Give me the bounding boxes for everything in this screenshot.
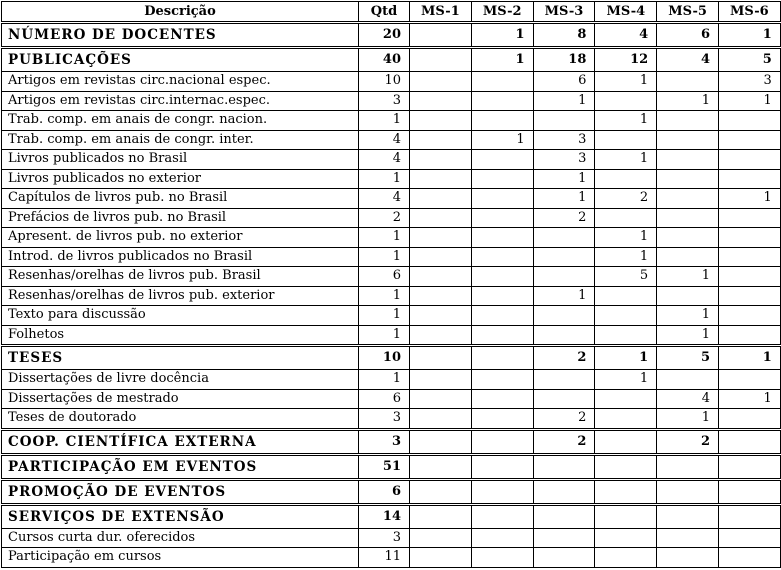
ms-3-cell: 1 xyxy=(533,169,595,189)
ms-2-cell xyxy=(471,325,533,346)
ms-5-cell: 6 xyxy=(657,23,719,48)
ms-5-cell xyxy=(657,286,719,306)
ms-1-cell xyxy=(410,479,472,504)
qtd-cell: 1 xyxy=(359,286,410,306)
ms-2-cell xyxy=(471,370,533,390)
ms-2-cell: 1 xyxy=(471,48,533,72)
ms-6-cell: 3 xyxy=(718,72,780,92)
ms-4-cell xyxy=(595,504,657,528)
ms-6-cell xyxy=(718,111,780,131)
ms-4-cell xyxy=(595,528,657,548)
qtd-cell: 6 xyxy=(359,267,410,287)
table-row xyxy=(2,267,781,287)
table-row xyxy=(2,189,781,209)
ms-6-cell xyxy=(718,169,780,189)
row-description: Teses de doutorado xyxy=(2,409,359,430)
ms-2-cell xyxy=(471,479,533,504)
ms-4-cell xyxy=(595,454,657,479)
qtd-cell: 40 xyxy=(359,48,410,72)
section-title: PUBLICAÇÕES xyxy=(2,48,359,72)
ms-5-cell: 1 xyxy=(657,91,719,111)
ms-2-cell xyxy=(471,429,533,454)
ms-6-cell: 1 xyxy=(718,389,780,409)
ms-5-cell xyxy=(657,548,719,568)
ms-2-cell xyxy=(471,504,533,528)
row-description: Dissertações de mestrado xyxy=(2,389,359,409)
qtd-cell: 4 xyxy=(359,150,410,170)
table-row xyxy=(2,370,781,390)
ms-3-cell: 1 xyxy=(533,286,595,306)
ms-2-cell xyxy=(471,169,533,189)
ms-1-cell xyxy=(410,267,472,287)
ms-4-cell xyxy=(595,479,657,504)
qtd-cell: 14 xyxy=(359,504,410,528)
ms-5-cell: 1 xyxy=(657,306,719,326)
qtd-cell: 1 xyxy=(359,247,410,267)
ms-3-cell xyxy=(533,454,595,479)
ms-6-cell xyxy=(718,306,780,326)
qtd-cell: 11 xyxy=(359,548,410,568)
header-ms-4: MS-4 xyxy=(595,2,657,23)
qtd-cell: 10 xyxy=(359,346,410,370)
row-description: Trab. comp. em anais de congr. nacion. xyxy=(2,111,359,131)
row-description: Texto para discussão xyxy=(2,306,359,326)
table-row xyxy=(2,208,781,228)
row-description: Trab. comp. em anais de congr. inter. xyxy=(2,130,359,150)
ms-5-cell: 1 xyxy=(657,409,719,430)
ms-2-cell: 1 xyxy=(471,23,533,48)
row-description: Livros publicados no exterior xyxy=(2,169,359,189)
header-ms-5: MS-5 xyxy=(657,2,719,23)
ms-1-cell xyxy=(410,409,472,430)
table-row xyxy=(2,247,781,267)
section-title: PROMOÇÃO DE EVENTOS xyxy=(2,479,359,504)
table-row xyxy=(2,548,781,568)
ms-5-cell xyxy=(657,208,719,228)
ms-1-cell xyxy=(410,286,472,306)
table-row xyxy=(2,150,781,170)
ms-3-cell: 3 xyxy=(533,130,595,150)
ms-2-cell: 1 xyxy=(471,130,533,150)
ms-5-cell xyxy=(657,72,719,92)
ms-4-cell: 4 xyxy=(595,23,657,48)
header-ms-3: MS-3 xyxy=(533,2,595,23)
section-title: COOP. CIENTÍFICA EXTERNA xyxy=(2,429,359,454)
ms-5-cell xyxy=(657,228,719,248)
header-descricao: Descrição xyxy=(2,2,359,23)
ms-2-cell xyxy=(471,72,533,92)
row-description: Introd. de livros publicados no Brasil xyxy=(2,247,359,267)
ms-3-cell: 8 xyxy=(533,23,595,48)
ms-5-cell xyxy=(657,479,719,504)
row-description: Artigos em revistas circ.internac.espec. xyxy=(2,91,359,111)
ms-4-cell xyxy=(595,169,657,189)
ms-5-cell: 4 xyxy=(657,48,719,72)
ms-2-cell xyxy=(471,409,533,430)
ms-5-cell xyxy=(657,150,719,170)
qtd-cell: 1 xyxy=(359,325,410,346)
ms-1-cell xyxy=(410,370,472,390)
ms-3-cell: 18 xyxy=(533,48,595,72)
row-description: Participação em cursos xyxy=(2,548,359,568)
section-row xyxy=(2,454,781,479)
ms-1-cell xyxy=(410,150,472,170)
ms-6-cell xyxy=(718,370,780,390)
ms-6-cell xyxy=(718,228,780,248)
row-description: Prefácios de livros pub. no Brasil xyxy=(2,208,359,228)
ms-6-cell xyxy=(718,267,780,287)
ms-4-cell xyxy=(595,286,657,306)
header-qtd: Qtd xyxy=(359,2,410,23)
ms-3-cell xyxy=(533,389,595,409)
ms-5-cell xyxy=(657,247,719,267)
ms-5-cell xyxy=(657,189,719,209)
ms-1-cell xyxy=(410,72,472,92)
ms-5-cell xyxy=(657,504,719,528)
qtd-cell: 4 xyxy=(359,130,410,150)
ms-1-cell xyxy=(410,325,472,346)
section-row xyxy=(2,479,781,504)
qtd-cell: 3 xyxy=(359,528,410,548)
ms-5-cell: 2 xyxy=(657,429,719,454)
ms-4-cell xyxy=(595,306,657,326)
ms-5-cell xyxy=(657,454,719,479)
row-description: Apresent. de livros pub. no exterior xyxy=(2,228,359,248)
ms-4-cell: 1 xyxy=(595,150,657,170)
ms-4-cell xyxy=(595,429,657,454)
header-row xyxy=(2,2,781,23)
ms-6-cell xyxy=(718,454,780,479)
ms-3-cell: 2 xyxy=(533,409,595,430)
qtd-cell: 6 xyxy=(359,389,410,409)
ms-5-cell xyxy=(657,111,719,131)
ms-2-cell xyxy=(471,286,533,306)
ms-2-cell xyxy=(471,528,533,548)
ms-6-cell xyxy=(718,409,780,430)
section-title: SERVIÇOS DE EXTENSÃO xyxy=(2,504,359,528)
table-row xyxy=(2,286,781,306)
ms-4-cell: 1 xyxy=(595,370,657,390)
qtd-cell: 1 xyxy=(359,169,410,189)
ms-2-cell xyxy=(471,454,533,479)
ms-2-cell xyxy=(471,111,533,131)
table-row xyxy=(2,130,781,150)
qtd-cell: 1 xyxy=(359,306,410,326)
ms-6-cell xyxy=(718,247,780,267)
ms-4-cell: 1 xyxy=(595,346,657,370)
table-row xyxy=(2,325,781,346)
table-row xyxy=(2,91,781,111)
ms-2-cell xyxy=(471,150,533,170)
ms-1-cell xyxy=(410,429,472,454)
ms-1-cell xyxy=(410,548,472,568)
qtd-cell: 1 xyxy=(359,370,410,390)
ms-6-cell: 1 xyxy=(718,346,780,370)
row-description: Artigos em revistas circ.nacional espec. xyxy=(2,72,359,92)
ms-1-cell xyxy=(410,346,472,370)
ms-2-cell xyxy=(471,548,533,568)
ms-6-cell xyxy=(718,325,780,346)
ms-4-cell: 5 xyxy=(595,267,657,287)
ms-1-cell xyxy=(410,48,472,72)
section-row xyxy=(2,346,781,370)
ms-6-cell xyxy=(718,429,780,454)
table-row xyxy=(2,228,781,248)
section-row xyxy=(2,48,781,72)
ms-4-cell xyxy=(595,548,657,568)
report-table xyxy=(1,1,781,568)
qtd-cell: 20 xyxy=(359,23,410,48)
ms-5-cell: 1 xyxy=(657,325,719,346)
table-row xyxy=(2,389,781,409)
ms-5-cell xyxy=(657,370,719,390)
ms-3-cell xyxy=(533,111,595,131)
ms-3-cell xyxy=(533,228,595,248)
report-table-container xyxy=(1,1,780,568)
ms-2-cell xyxy=(471,228,533,248)
row-description: Resenhas/orelhas de livros pub. Brasil xyxy=(2,267,359,287)
ms-6-cell: 5 xyxy=(718,48,780,72)
table-row xyxy=(2,306,781,326)
section-title: PARTICIPAÇÃO EM EVENTOS xyxy=(2,454,359,479)
ms-6-cell xyxy=(718,504,780,528)
ms-2-cell xyxy=(471,306,533,326)
table-row xyxy=(2,169,781,189)
ms-4-cell xyxy=(595,409,657,430)
ms-2-cell xyxy=(471,208,533,228)
ms-3-cell xyxy=(533,479,595,504)
ms-5-cell xyxy=(657,169,719,189)
ms-3-cell: 2 xyxy=(533,346,595,370)
ms-4-cell xyxy=(595,130,657,150)
ms-3-cell xyxy=(533,504,595,528)
ms-3-cell xyxy=(533,548,595,568)
row-description: Livros publicados no Brasil xyxy=(2,150,359,170)
qtd-cell: 3 xyxy=(359,91,410,111)
table-row xyxy=(2,528,781,548)
ms-4-cell: 1 xyxy=(595,72,657,92)
ms-3-cell: 3 xyxy=(533,150,595,170)
ms-6-cell: 1 xyxy=(718,91,780,111)
ms-6-cell xyxy=(718,479,780,504)
ms-4-cell xyxy=(595,208,657,228)
table-body xyxy=(2,23,781,568)
ms-3-cell: 2 xyxy=(533,208,595,228)
qtd-cell: 10 xyxy=(359,72,410,92)
ms-5-cell xyxy=(657,130,719,150)
ms-1-cell xyxy=(410,208,472,228)
table-header xyxy=(2,2,781,23)
qtd-cell: 2 xyxy=(359,208,410,228)
ms-2-cell xyxy=(471,247,533,267)
ms-3-cell xyxy=(533,247,595,267)
ms-1-cell xyxy=(410,528,472,548)
ms-2-cell xyxy=(471,267,533,287)
row-description: Dissertações de livre docência xyxy=(2,370,359,390)
row-description: Folhetos xyxy=(2,325,359,346)
ms-6-cell: 1 xyxy=(718,23,780,48)
section-row xyxy=(2,429,781,454)
ms-5-cell xyxy=(657,528,719,548)
ms-1-cell xyxy=(410,228,472,248)
ms-2-cell xyxy=(471,91,533,111)
ms-3-cell: 6 xyxy=(533,72,595,92)
ms-6-cell xyxy=(718,286,780,306)
ms-4-cell xyxy=(595,325,657,346)
ms-4-cell: 1 xyxy=(595,247,657,267)
ms-1-cell xyxy=(410,247,472,267)
ms-6-cell xyxy=(718,528,780,548)
section-row xyxy=(2,23,781,48)
table-row xyxy=(2,409,781,430)
ms-3-cell: 1 xyxy=(533,91,595,111)
ms-3-cell: 2 xyxy=(533,429,595,454)
ms-2-cell xyxy=(471,346,533,370)
table-row xyxy=(2,72,781,92)
section-title: TESES xyxy=(2,346,359,370)
qtd-cell: 3 xyxy=(359,409,410,430)
ms-5-cell: 1 xyxy=(657,267,719,287)
ms-1-cell xyxy=(410,504,472,528)
ms-4-cell: 1 xyxy=(595,228,657,248)
ms-3-cell: 1 xyxy=(533,189,595,209)
ms-1-cell xyxy=(410,91,472,111)
ms-1-cell xyxy=(410,454,472,479)
ms-6-cell xyxy=(718,130,780,150)
ms-1-cell xyxy=(410,111,472,131)
ms-2-cell xyxy=(471,189,533,209)
header-ms-2: MS-2 xyxy=(471,2,533,23)
ms-6-cell: 1 xyxy=(718,189,780,209)
ms-2-cell xyxy=(471,389,533,409)
qtd-cell: 51 xyxy=(359,454,410,479)
ms-6-cell xyxy=(718,150,780,170)
section-row xyxy=(2,504,781,528)
ms-1-cell xyxy=(410,169,472,189)
ms-5-cell: 4 xyxy=(657,389,719,409)
ms-6-cell xyxy=(718,548,780,568)
ms-1-cell xyxy=(410,306,472,326)
row-description: Cursos curta dur. oferecidos xyxy=(2,528,359,548)
qtd-cell: 1 xyxy=(359,228,410,248)
ms-3-cell xyxy=(533,370,595,390)
ms-4-cell xyxy=(595,91,657,111)
ms-6-cell xyxy=(718,208,780,228)
qtd-cell: 6 xyxy=(359,479,410,504)
ms-4-cell: 1 xyxy=(595,111,657,131)
section-title: NÚMERO DE DOCENTES xyxy=(2,23,359,48)
ms-1-cell xyxy=(410,389,472,409)
ms-1-cell xyxy=(410,130,472,150)
ms-3-cell xyxy=(533,325,595,346)
qtd-cell: 1 xyxy=(359,111,410,131)
ms-1-cell xyxy=(410,23,472,48)
ms-5-cell: 5 xyxy=(657,346,719,370)
qtd-cell: 4 xyxy=(359,189,410,209)
ms-3-cell xyxy=(533,528,595,548)
ms-3-cell xyxy=(533,306,595,326)
ms-3-cell xyxy=(533,267,595,287)
ms-1-cell xyxy=(410,189,472,209)
row-description: Capítulos de livros pub. no Brasil xyxy=(2,189,359,209)
header-ms-6: MS-6 xyxy=(718,2,780,23)
row-description: Resenhas/orelhas de livros pub. exterior xyxy=(2,286,359,306)
table-row xyxy=(2,111,781,131)
qtd-cell: 3 xyxy=(359,429,410,454)
ms-4-cell: 2 xyxy=(595,189,657,209)
header-ms-1: MS-1 xyxy=(410,2,472,23)
ms-4-cell: 12 xyxy=(595,48,657,72)
ms-4-cell xyxy=(595,389,657,409)
